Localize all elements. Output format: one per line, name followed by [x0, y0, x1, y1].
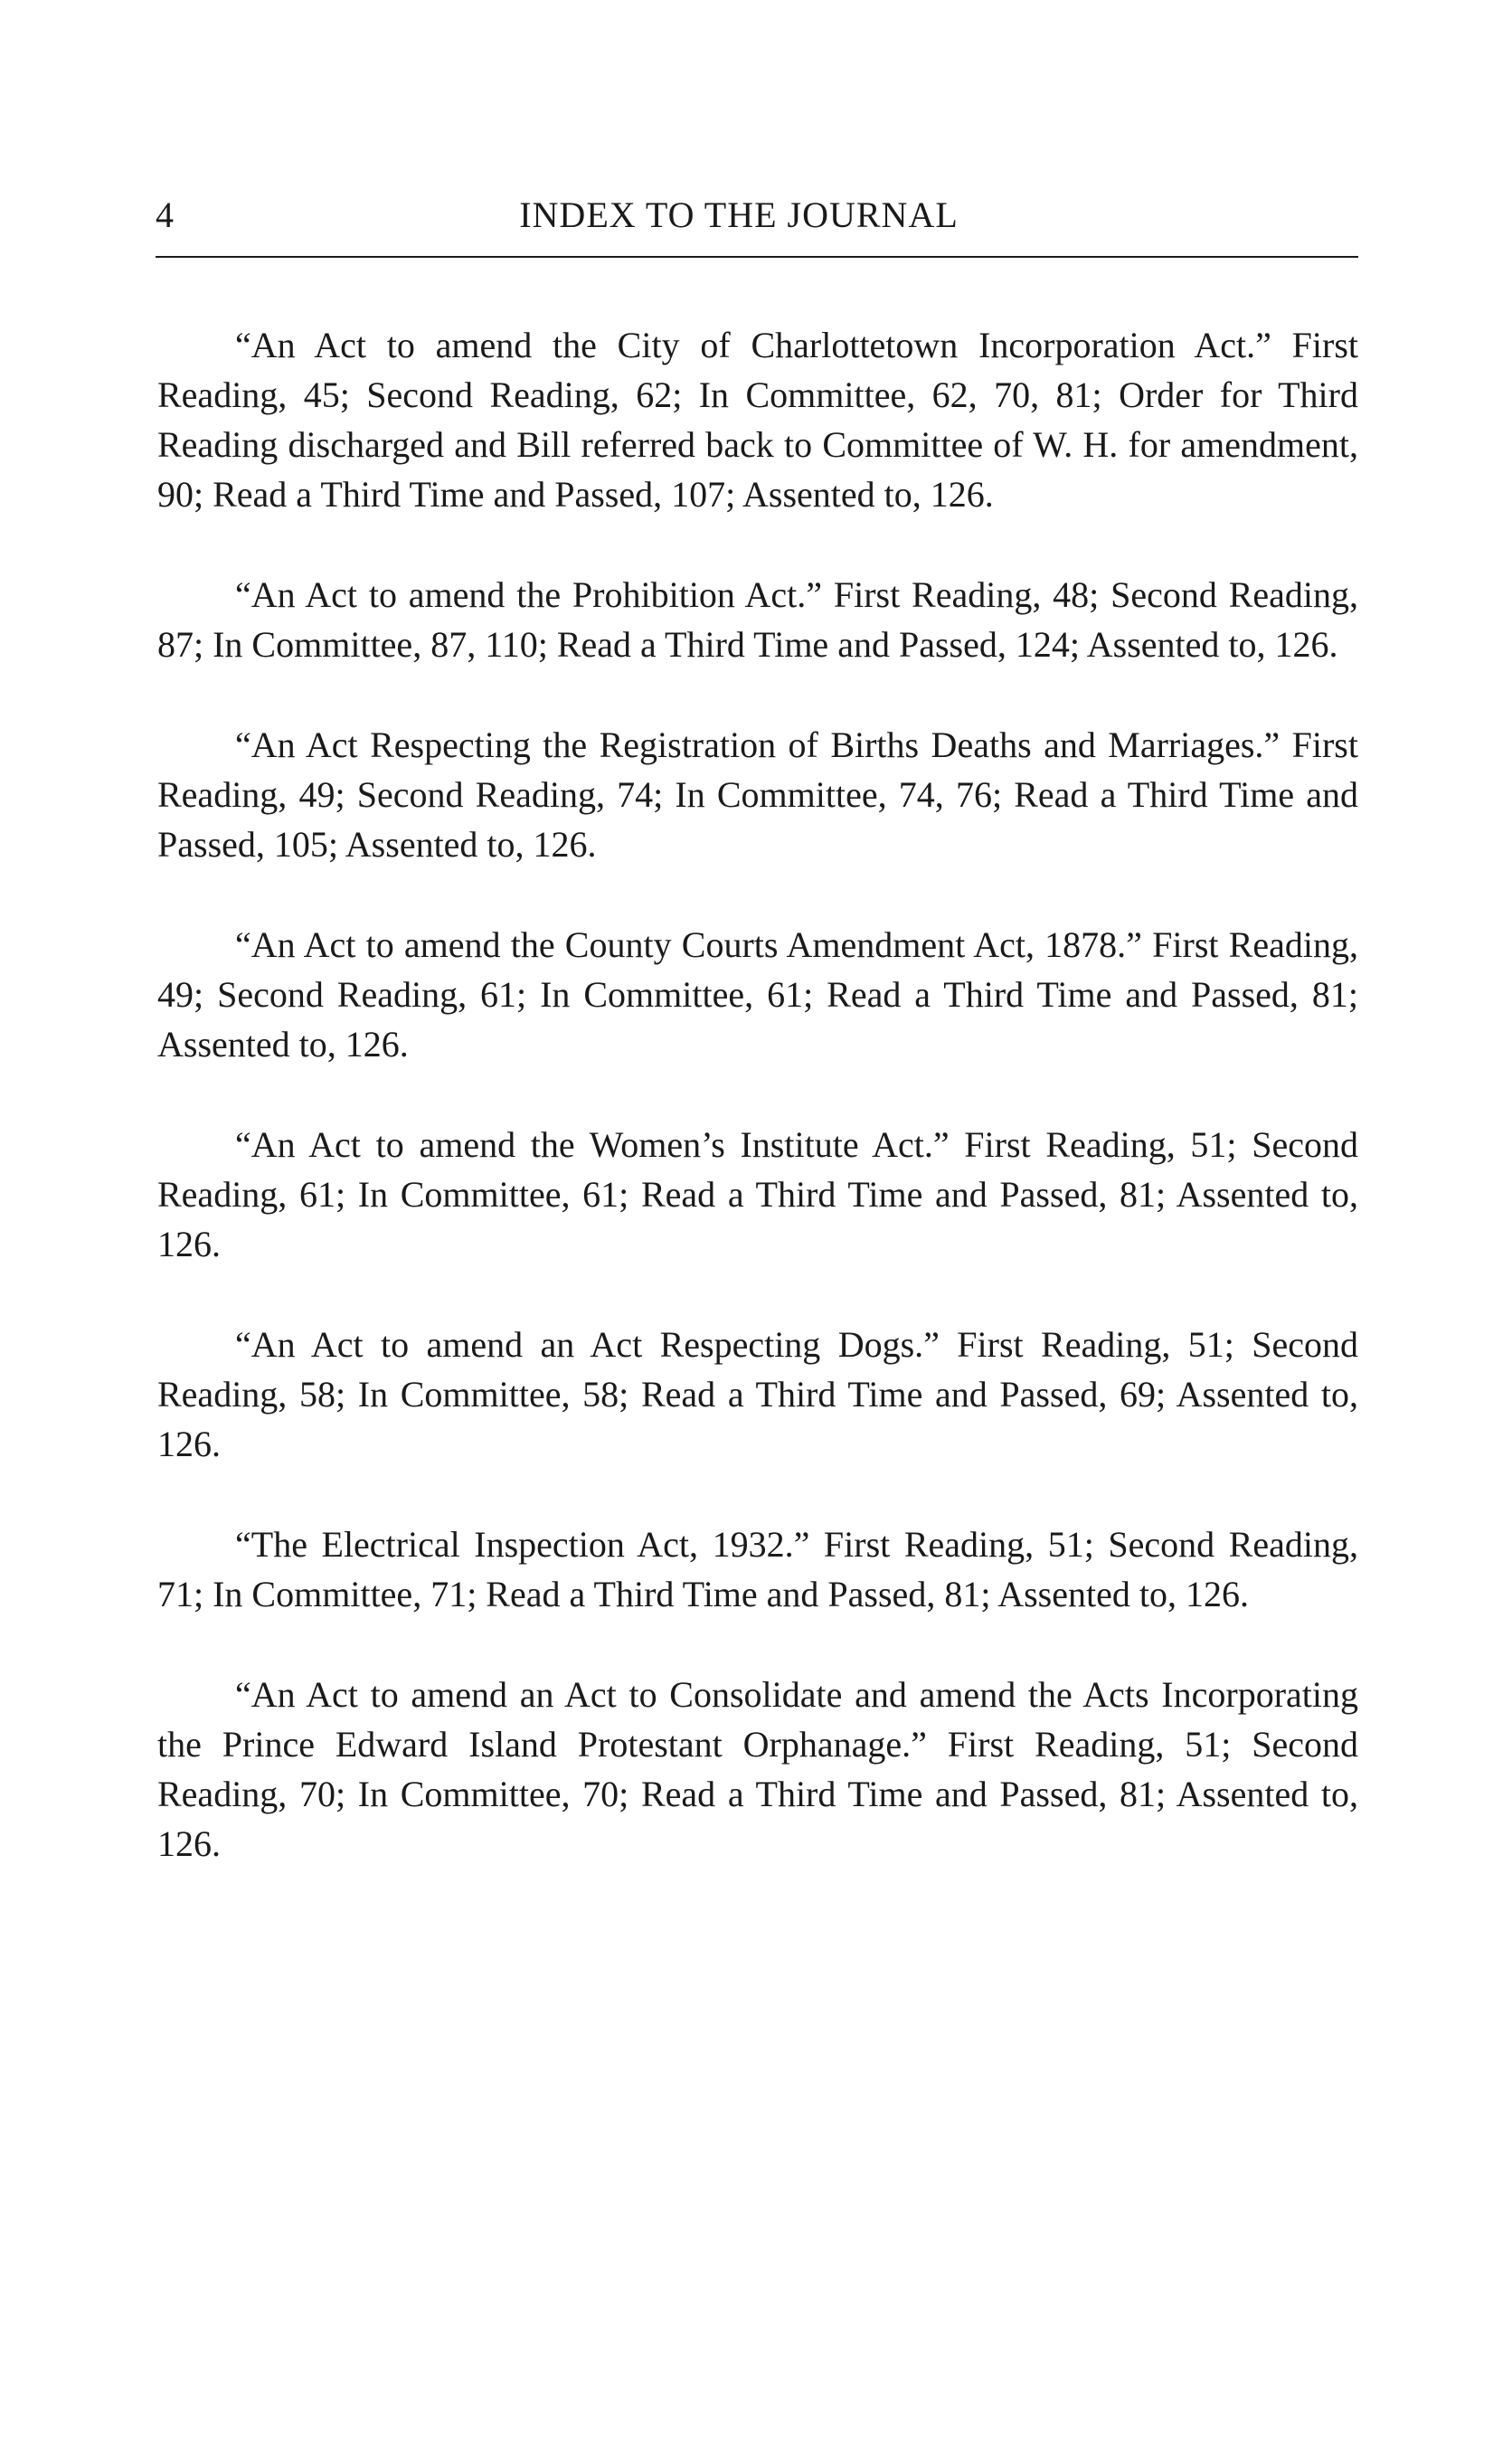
page-number: 4	[156, 194, 175, 235]
index-entry: “An Act to amend an Act Respecting Dogs.” First Reading, 51; Second Reading, 58; In Committee, 58; Read a Third Time and Passed, 69; Assented to, 126.	[157, 1324, 1358, 1464]
page-title: INDEX TO THE JOURNAL	[519, 194, 959, 235]
index-entry: “An Act Respecting the Registration of Births Deaths and Marriages.” First Reading, 49; Second Reading, 74; In Committee, 74, 76; Read a Third Time and Passed, 105; Assented to, 126.	[157, 724, 1358, 865]
index-entry: “An Act to amend the Women’s Institute Act.” First Reading, 51; Second Reading, 61; In Committee, 61; Read a Third Time and Passed, 81; Assented to, 126.	[157, 1124, 1358, 1264]
header-rule	[156, 256, 1358, 258]
index-entry: “The Electrical Inspection Act, 1932.” First Reading, 51; Second Reading, 71; In Committee, 71; Read a Third Time and Passed, 81; Assented to, 126.	[157, 1524, 1358, 1614]
running-head	[156, 194, 1358, 248]
index-entry: “An Act to amend the City of Charlottetown Incorporation Act.” First Reading, 45; Second Reading, 62; In Committee, 62, 70, 81; Order for Third Reading discharged and Bill referred back to Committee of W. H. for amendment, 90; Read a Third Time and Passed, 107; Assented to, 126.	[157, 325, 1358, 515]
index-entry: “An Act to amend an Act to Consolidate and amend the Acts Incorporating the Prince Edward Island Protestant Orphanage.” First Reading, 51; Second Reading, 70; In Committee, 70; Read a Third Time and Passed, 81; Assented to, 126.	[157, 1674, 1358, 1864]
index-entries	[157, 320, 1358, 1919]
index-entry: “An Act to amend the Prohibition Act.” First Reading, 48; Second Reading, 87; In Committee, 87, 110; Read a Third Time and Passed, 124; Assented to, 126.	[157, 574, 1358, 665]
index-entry: “An Act to amend the County Courts Amendment Act, 1878.” First Reading, 49; Second Reading, 61; In Committee, 61; Read a Third Time and Passed, 81; Assented to, 126.	[157, 924, 1358, 1065]
